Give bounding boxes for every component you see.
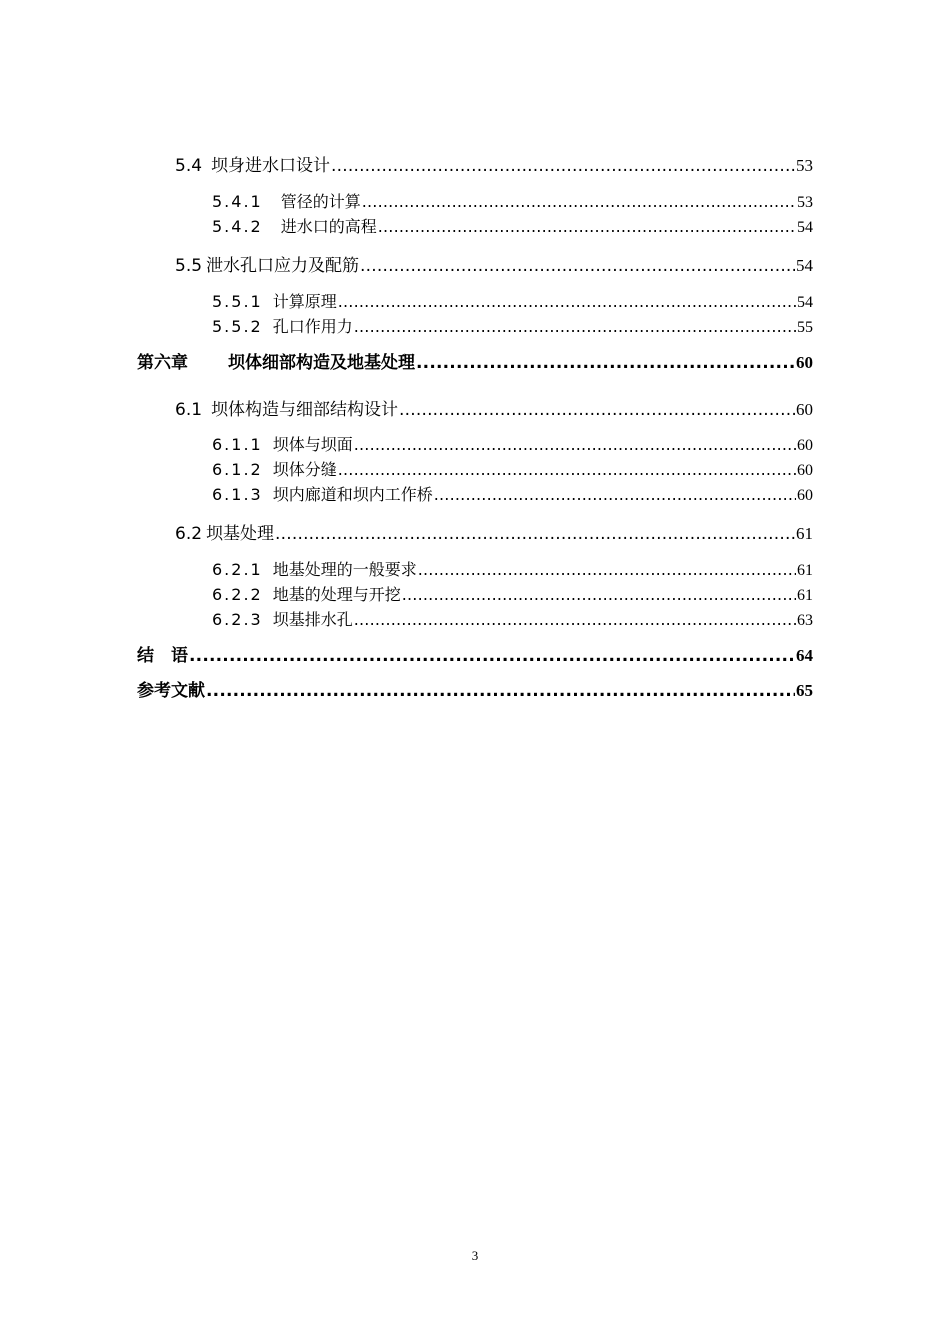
toc-entry-title: 地基的处理与开挖 <box>272 585 401 604</box>
toc-entry-page: 53 <box>796 156 813 175</box>
toc-entry-title: 坝体分缝 <box>272 460 337 479</box>
dot-leader <box>362 192 796 211</box>
toc-entry-6-2-1[interactable] <box>212 557 813 580</box>
toc-entry-page: 60 <box>796 400 813 419</box>
toc-entry-references[interactable] <box>137 676 813 701</box>
toc-entry-number: 5.5.1 <box>212 292 263 311</box>
toc-entry-page: 65 <box>796 681 813 700</box>
toc-entry-5-4[interactable] <box>175 151 813 176</box>
toc-entry-conclusion[interactable] <box>137 641 813 666</box>
toc-entry-page: 64 <box>796 646 813 665</box>
toc-entry-title: 参考文献 <box>137 681 205 701</box>
toc-entry-page: 60 <box>797 437 813 454</box>
toc-entry-5-5-1[interactable] <box>212 289 813 312</box>
toc-entry-title: 坝体构造与细部结构设计 <box>211 400 399 420</box>
toc-entry-page: 54 <box>797 294 813 311</box>
toc-entry-title: 地基处理的一般要求 <box>272 560 417 579</box>
toc-entry-6-1-3[interactable] <box>212 482 813 505</box>
toc-entry-title: 坝身进水口设计 <box>211 156 331 176</box>
toc-entry-number: 6.2 <box>175 524 203 544</box>
toc-entry-title: 管径的计算 <box>280 192 361 211</box>
dot-leader <box>275 524 795 544</box>
toc-entry-page: 55 <box>797 319 813 336</box>
dot-leader <box>354 317 796 336</box>
toc-entry-number: 5.5.2 <box>212 317 263 336</box>
toc-entry-page: 54 <box>796 256 813 275</box>
toc-entry-page: 60 <box>797 487 813 504</box>
dot-leader <box>354 435 796 454</box>
toc-entry-title: 计算原理 <box>272 292 337 311</box>
toc-entry-5-5[interactable] <box>175 251 813 276</box>
toc-entry-number: 5.5 <box>175 256 203 276</box>
page-number: 3 <box>471 1248 479 1263</box>
toc-entry-page: 60 <box>796 353 813 372</box>
toc-entry-number: 6.1 <box>175 400 203 420</box>
toc-entry-number: 6.1.1 <box>212 435 263 454</box>
toc-entry-number: 6.1.3 <box>212 485 263 504</box>
dot-leader <box>418 560 796 579</box>
toc-entry-page: 63 <box>797 612 813 629</box>
dot-leader <box>338 460 796 479</box>
toc-entry-title: 进水口的高程 <box>280 217 377 236</box>
toc-entry-title: 坝内廊道和坝内工作桥 <box>272 485 433 504</box>
toc-entry-title: 坝体与坝面 <box>272 435 353 454</box>
dot-leader <box>354 610 796 629</box>
toc-entry-number: 6.2.1 <box>212 560 263 579</box>
toc-entry-5-5-2[interactable] <box>212 314 813 337</box>
toc-entry-page: 61 <box>797 587 813 604</box>
toc-entry-number: 6.2.2 <box>212 585 263 604</box>
toc-entry-title: 泄水孔口应力及配筋 <box>206 256 360 276</box>
toc-entry-number: 5.4.2 <box>212 217 263 236</box>
toc-entry-number: 5.4.1 <box>212 192 263 211</box>
toc-entry-page: 53 <box>797 194 813 211</box>
dot-leader <box>338 292 796 311</box>
dot-leader <box>378 217 796 236</box>
toc-entry-page: 60 <box>797 462 813 479</box>
toc-entry-page: 54 <box>797 219 813 236</box>
toc-entry-title: 结 语 <box>137 646 188 666</box>
toc-entry-number: 第六章 <box>137 353 188 373</box>
toc-entry-page: 61 <box>796 524 813 543</box>
dot-leader <box>206 681 795 701</box>
toc-entry-5-4-2[interactable] <box>212 214 813 237</box>
toc-entry-title: 坝基排水孔 <box>272 610 353 629</box>
toc-entry-5-4-1[interactable] <box>212 189 813 212</box>
dot-leader <box>402 585 796 604</box>
toc-entry-title: 坝基处理 <box>206 524 275 544</box>
dot-leader <box>331 156 795 176</box>
toc-entry-6-1-2[interactable] <box>212 457 813 480</box>
toc-entry-number: 6.1.2 <box>212 460 263 479</box>
toc-entry-6-1-1[interactable] <box>212 432 813 455</box>
dot-leader <box>189 646 795 666</box>
toc-entry-6-2-2[interactable] <box>212 582 813 605</box>
dot-leader <box>360 256 795 276</box>
dot-leader <box>416 353 795 373</box>
toc-entry-number: 5.4 <box>175 156 203 176</box>
dot-leader <box>399 400 795 420</box>
toc-entry-6-2-3[interactable] <box>212 607 813 630</box>
toc-entry-6-2[interactable] <box>175 519 813 544</box>
toc-entry-number: 6.2.3 <box>212 610 263 629</box>
toc-entry-6-1[interactable] <box>175 395 813 420</box>
dot-leader <box>434 485 796 504</box>
toc-entry-title: 孔口作用力 <box>272 317 353 336</box>
toc-entry-title: 坝体细部构造及地基处理 <box>228 353 415 373</box>
toc-entry-chapter-6[interactable] <box>137 348 813 373</box>
toc-entry-page: 61 <box>797 562 813 579</box>
